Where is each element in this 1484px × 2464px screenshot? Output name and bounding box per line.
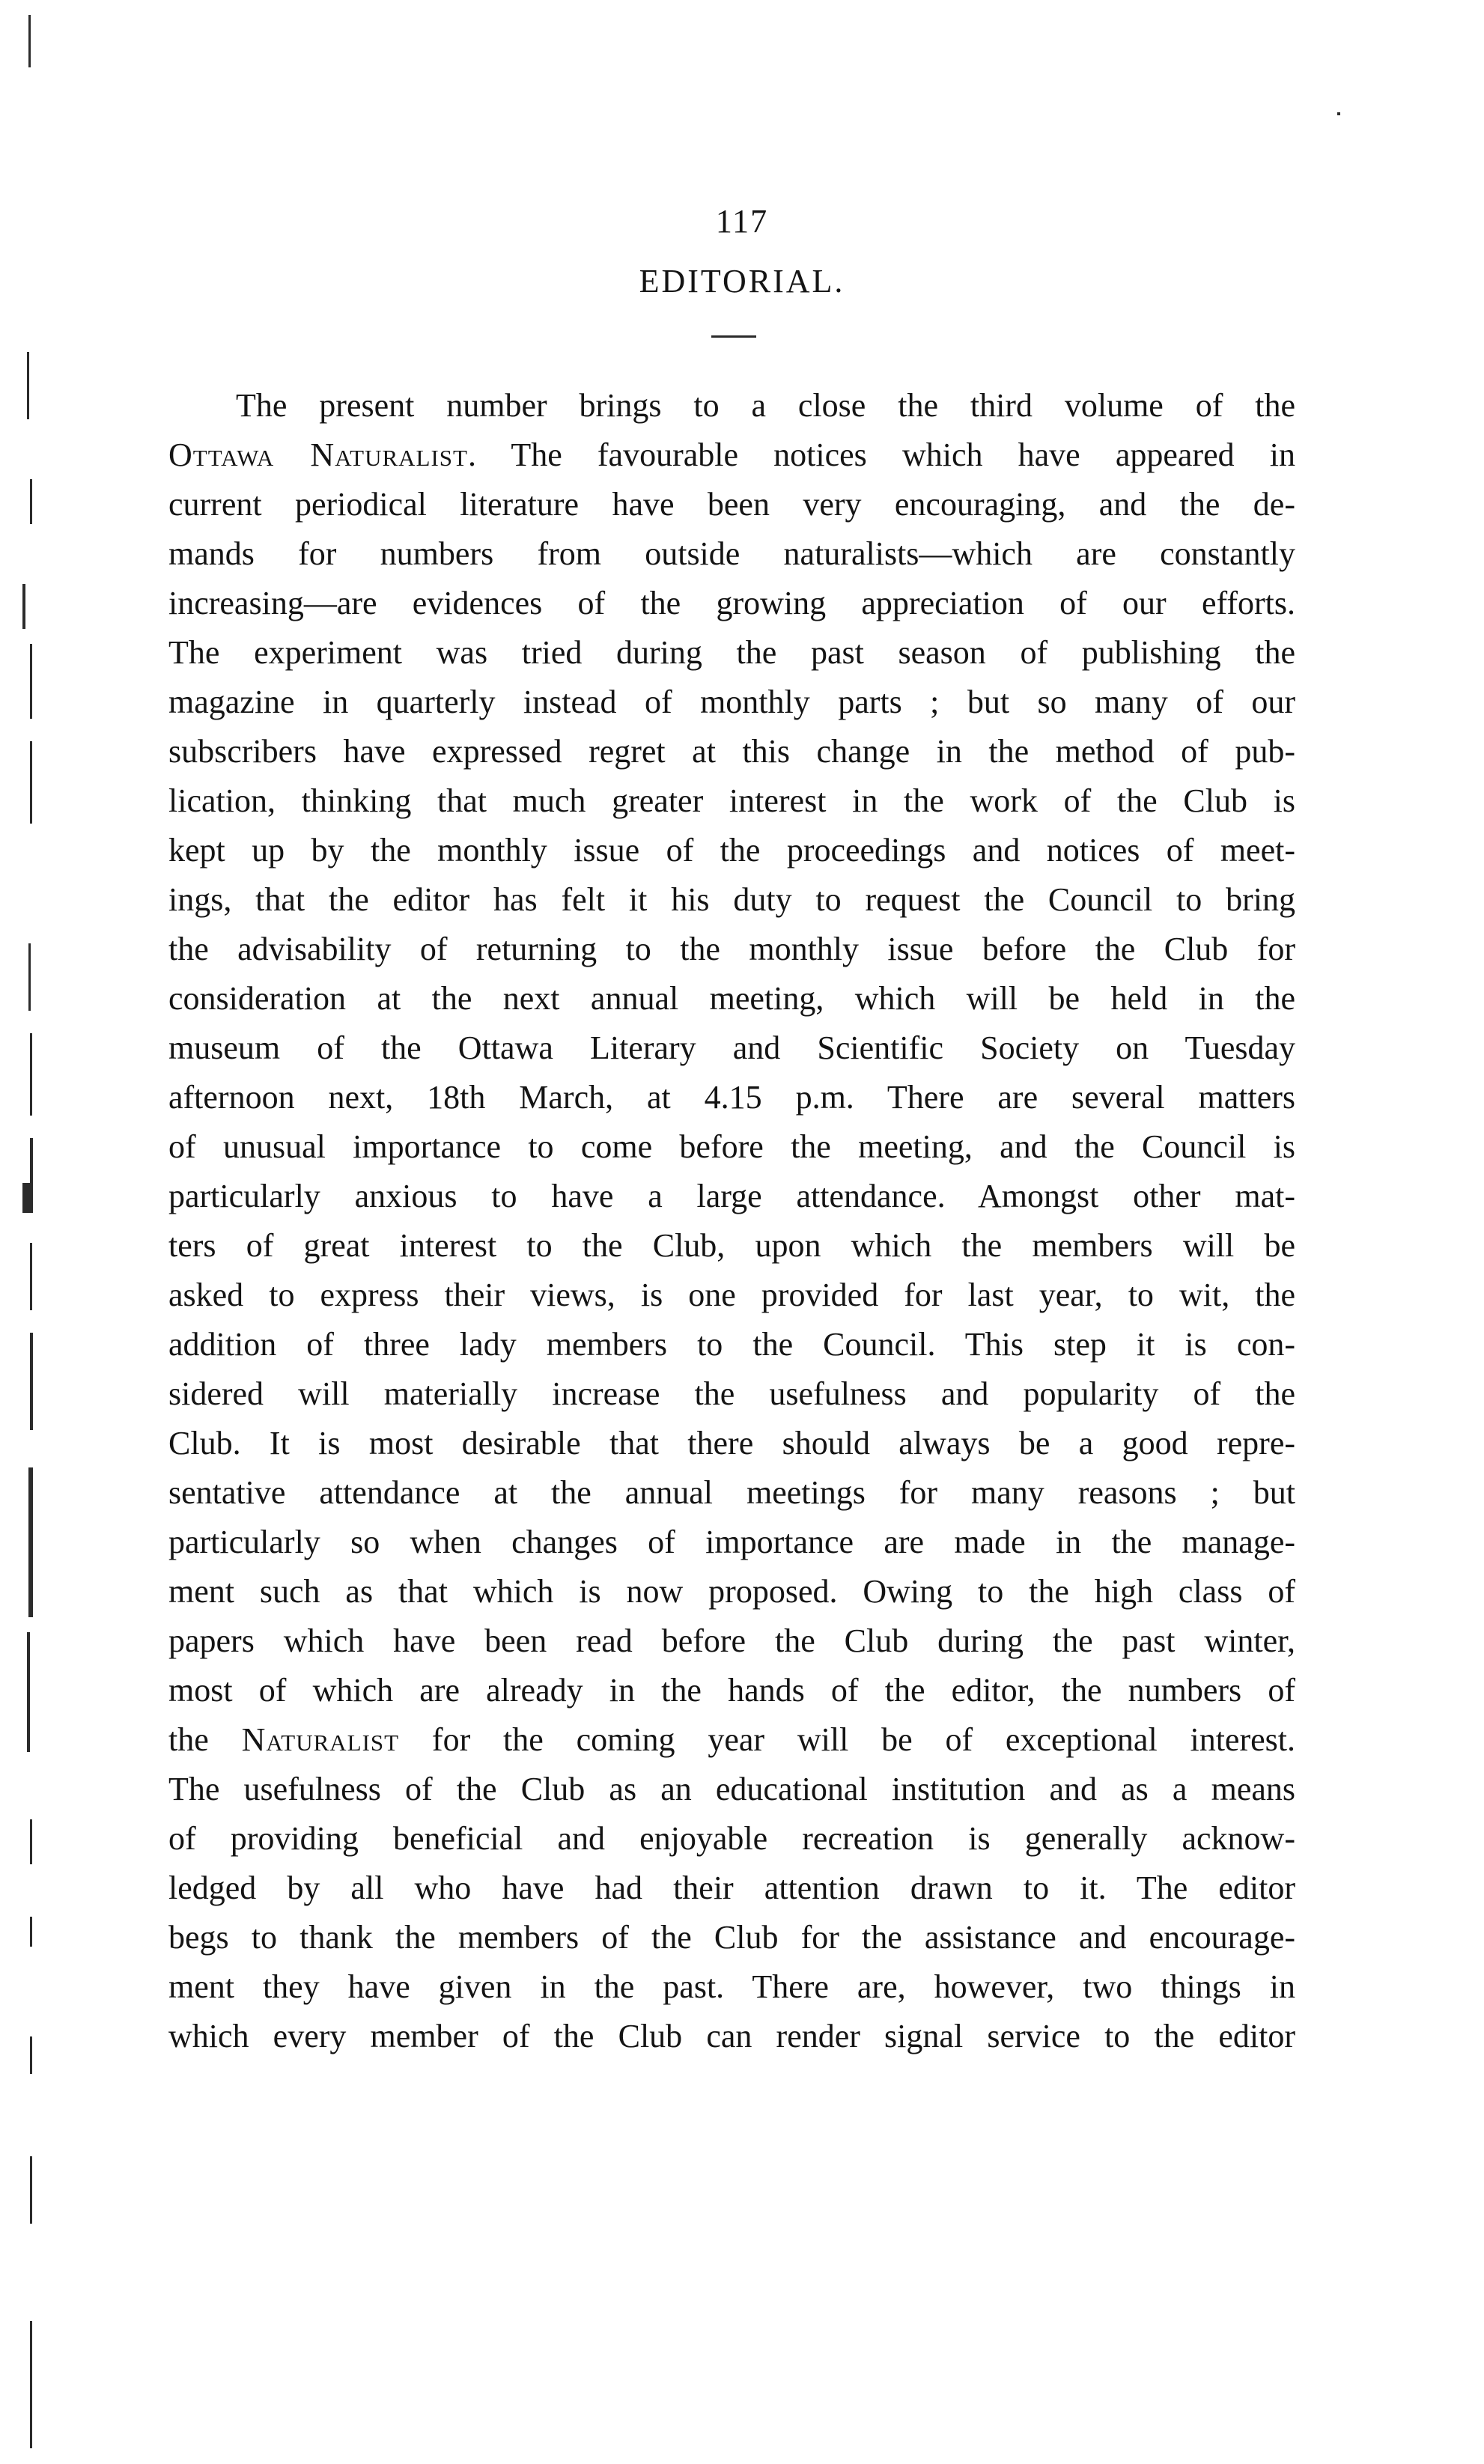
text-line: mands for numbers from outside naturalists—which are constantly <box>168 535 1295 572</box>
text-line: The experiment was tried during the past season of publishing the <box>168 634 1295 671</box>
text-line: ment such as that which is now proposed. Owing to the high class of <box>168 1573 1295 1610</box>
text-line: addition of three lady members to the Council. This step it is con- <box>168 1326 1295 1363</box>
text-line: ings, that the editor has felt it his duty to request the Council to bring <box>168 881 1295 918</box>
text-line: particularly anxious to have a large attendance. Amongst other mat- <box>168 1178 1295 1214</box>
text-line: the advisability of returning to the monthly issue before the Club for <box>168 931 1295 967</box>
text-line: particularly so when changes of importance are made in the manage- <box>168 1524 1295 1560</box>
text-line: Ottawa Naturalist. The favourable notices which have appeared in <box>168 436 1295 473</box>
text-line: current periodical literature have been very encouraging, and the de- <box>168 486 1295 523</box>
text-line: sidered will materially increase the usefulness and popularity of the <box>168 1375 1295 1412</box>
journal-name: Ottawa Naturalist <box>168 436 468 473</box>
text-line: magazine in quarterly instead of monthly parts ; but so many of our <box>168 684 1295 720</box>
text-line: of unusual importance to come before the meeting, and the Council is <box>168 1128 1295 1165</box>
text-line: museum of the Ottawa Literary and Scientific Society on Tuesday <box>168 1029 1295 1066</box>
text-line: kept up by the monthly issue of the proceedings and notices of meet- <box>168 832 1295 869</box>
text-line: consideration at the next annual meeting, which will be held in the <box>168 980 1295 1017</box>
page-number: 117 <box>715 203 769 240</box>
text-line: Club. It is most desirable that there should always be a good repre- <box>168 1425 1295 1461</box>
section-heading: EDITORIAL. <box>639 263 845 299</box>
text-line: papers which have been read before the Club during the past winter, <box>168 1622 1295 1659</box>
text-line: ledged by all who have had their attention drawn to it. The editor <box>168 1870 1295 1906</box>
text-line: asked to express their views, is one provided for last year, to wit, the <box>168 1277 1295 1313</box>
text-line: The present number brings to a close the third volume of the <box>236 387 1295 424</box>
text-line: afternoon next, 18th March, at 4.15 p.m. There are several matters <box>168 1079 1295 1116</box>
text-line: subscribers have expressed regret at this change in the method of pub- <box>168 733 1295 770</box>
text-line: ment they have given in the past. There are, however, two things in <box>168 1968 1295 2005</box>
text-line: The usefulness of the Club as an educational institution and as a means <box>168 1771 1295 1807</box>
journal-name: Naturalist <box>241 1721 400 1758</box>
text-line: increasing—are evidences of the growing appreciation of our efforts. <box>168 585 1295 621</box>
text-line: of providing beneficial and enjoyable recreation is generally acknow- <box>168 1820 1295 1857</box>
text-line: the Naturalist for the coming year will be of exceptional interest. <box>168 1721 1295 1758</box>
text-line: sentative attendance at the annual meetings for many reasons ; but <box>168 1474 1295 1511</box>
text-line: begs to thank the members of the Club for the assistance and encourage- <box>168 1919 1295 1956</box>
heading-rule <box>711 335 756 338</box>
text-line: most of which are already in the hands of the editor, the numbers of <box>168 1672 1295 1709</box>
text-line: ters of great interest to the Club, upon which the members will be <box>168 1227 1295 1264</box>
text-line: which every member of the Club can render signal service to the editor <box>168 2018 1295 2054</box>
text-line: lication, thinking that much greater interest in the work of the Club is <box>168 782 1295 819</box>
